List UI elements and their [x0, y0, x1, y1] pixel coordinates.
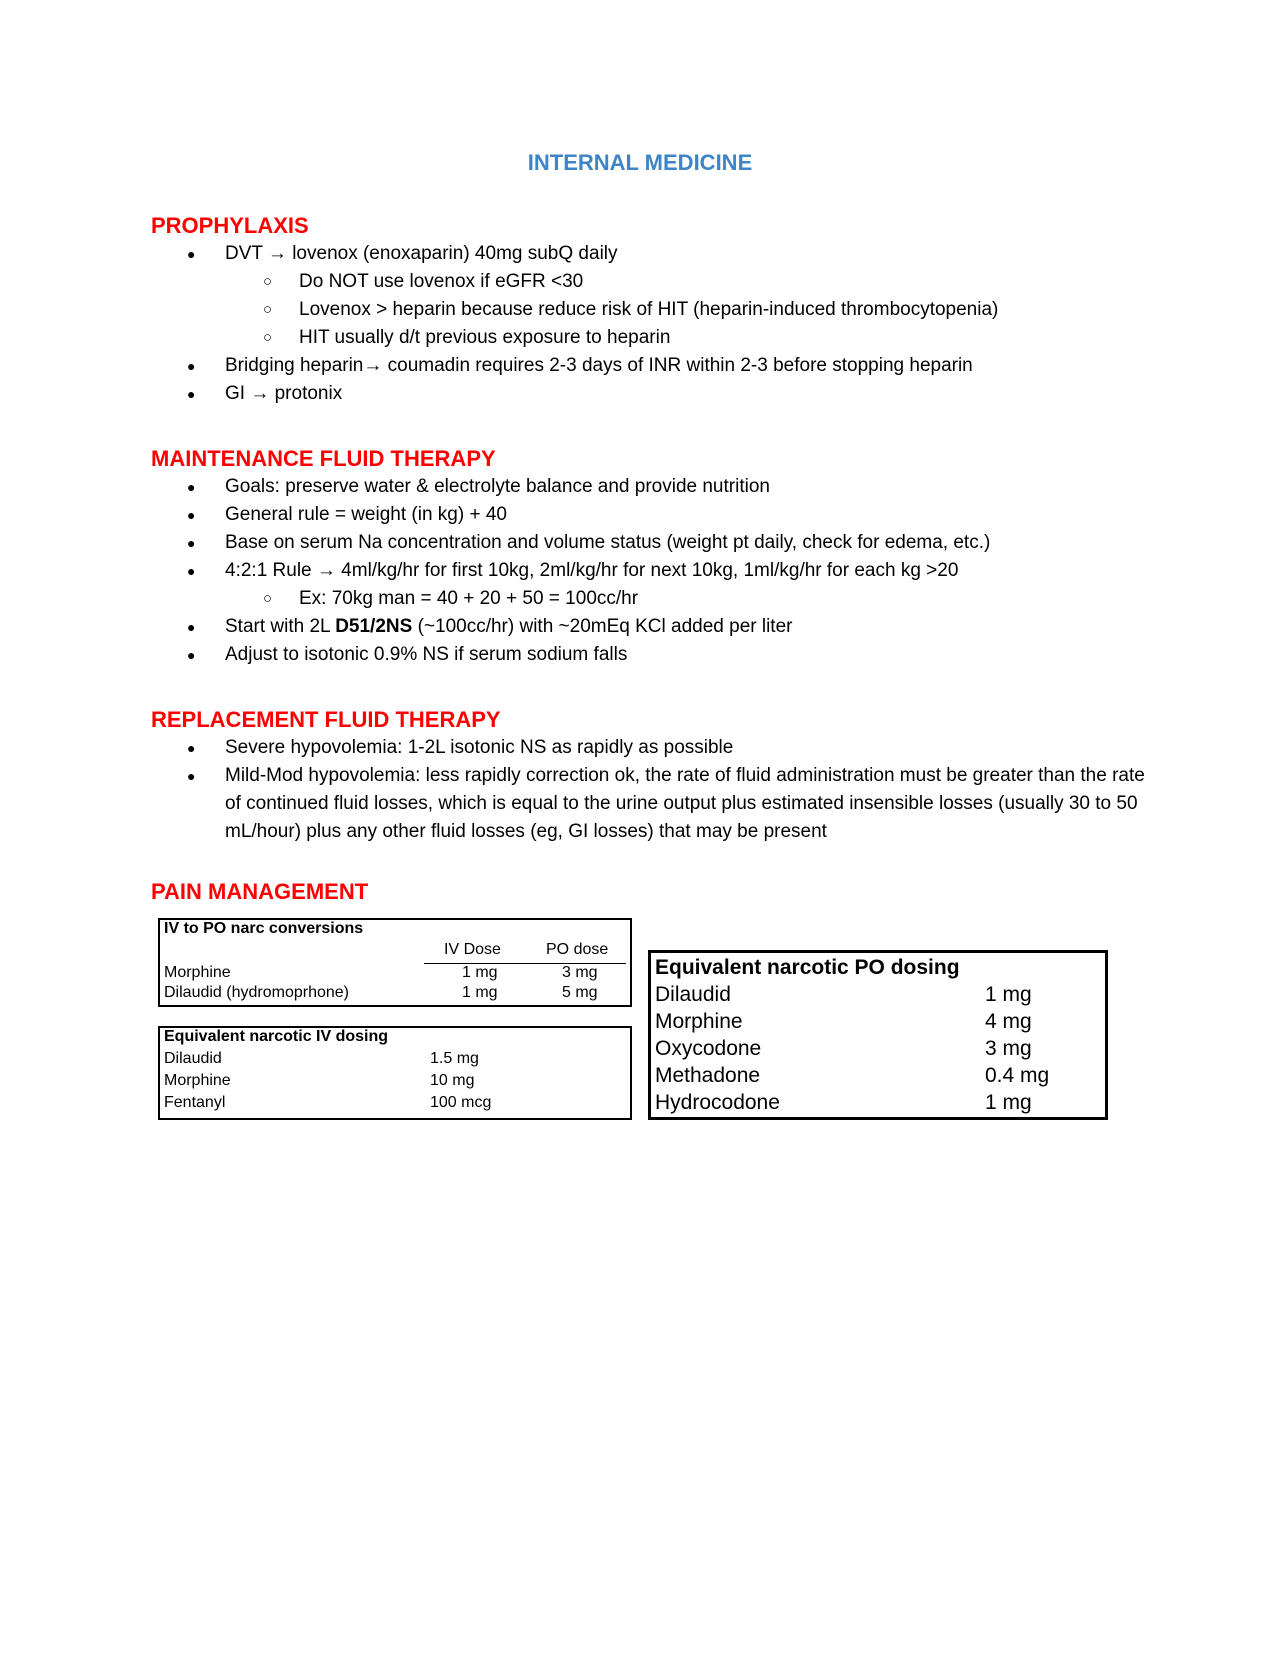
dose-value: 3 mg	[985, 1037, 1032, 1060]
text-run: Start with 2L	[225, 616, 336, 637]
drug-name: Oxycodone	[655, 1037, 762, 1060]
table-row	[655, 1064, 1095, 1092]
iv-to-po-conversion-table	[158, 918, 632, 1007]
sub-list-item: ○ Lovenox > heparin because reduce risk of HIT (heparin-induced thrombocytopenia)	[225, 296, 1151, 324]
dose-value: 10 mg	[430, 1072, 475, 1089]
section-maintenance-fluid	[151, 445, 1151, 669]
bullet-list	[151, 734, 1151, 846]
section-heading: PROPHYLAXIS	[151, 213, 309, 238]
section-heading: MAINTENANCE FLUID THERAPY	[151, 446, 496, 471]
sub-bullet-list	[225, 585, 1151, 613]
text-run: (~100cc/hr) with ~20mEq KCl added per liter	[412, 616, 793, 637]
table-title: Equivalent narcotic IV dosing	[164, 1028, 389, 1045]
dose-value: 1 mg	[985, 1091, 1032, 1114]
section-replacement-fluid	[151, 706, 1151, 846]
table-row	[164, 1072, 626, 1094]
drug-name: Morphine	[655, 1010, 743, 1033]
sub-list-item: ○ Do NOT use lovenox if eGFR <30	[225, 268, 1151, 296]
column-header-iv: IV Dose	[444, 941, 501, 958]
list-item-text: DVT → lovenox (enoxaparin) 40mg subQ daily	[225, 243, 618, 264]
bullet-list	[151, 240, 1151, 408]
iv-dosing-table	[158, 1026, 632, 1120]
column-header-po: PO dose	[546, 941, 609, 958]
po-dosing-table	[648, 950, 1108, 1120]
list-item: ● Adjust to isotonic 0.9% NS if serum sodium falls	[151, 641, 1151, 669]
drug-name: Fentanyl	[164, 1094, 226, 1111]
list-item: ● General rule = weight (in kg) + 40	[151, 501, 1151, 529]
sub-list-item: ○ HIT usually d/t previous exposure to heparin	[225, 324, 1151, 352]
section-prophylaxis	[151, 212, 1151, 408]
table-row	[655, 1091, 1095, 1119]
bullet-list	[151, 473, 1151, 669]
list-item: ● GI → protonix	[151, 380, 1151, 408]
list-item	[151, 613, 1151, 641]
table-title: IV to PO narc conversions	[164, 920, 364, 937]
dose-value: 100 mcg	[430, 1094, 492, 1111]
list-item: ● Base on serum Na concentration and volume status (weight pt daily, check for edema, etc.)	[151, 529, 1151, 557]
po-dose: 5 mg	[562, 984, 598, 1001]
iv-dose: 1 mg	[462, 964, 498, 981]
drug-name: Methadone	[655, 1064, 761, 1087]
drug-name: Dilaudid (hydromoprhone)	[164, 984, 349, 1001]
list-item	[151, 240, 1151, 352]
drug-name: Hydrocodone	[655, 1091, 780, 1114]
drug-name: Dilaudid	[164, 1050, 222, 1067]
list-item: ● Severe hypovolemia: 1-2L isotonic NS as rapidly as possible	[151, 734, 1151, 762]
drug-name: Morphine	[164, 964, 231, 981]
bold-text: D51/2NS	[335, 616, 413, 637]
page-title: INTERNAL MEDICINE	[527, 150, 753, 175]
sub-bullet-list	[225, 268, 1151, 352]
table-row	[164, 984, 626, 1006]
dose-value: 4 mg	[985, 1010, 1032, 1033]
po-dose: 3 mg	[562, 964, 598, 981]
table-row	[655, 983, 1095, 1011]
iv-dose: 1 mg	[462, 984, 498, 1001]
list-item: ● Mild-Mod hypovolemia: less rapidly correction ok, the rate of fluid administration must be greater than the rate of continued fluid losses, which is equal to the urine output plus estimated insensible losses (usually 30 to 50 mL/hour) plus any other fluid losses (eg, GI losses) that may be present	[151, 762, 1151, 846]
section-heading: REPLACEMENT FLUID THERAPY	[151, 707, 501, 732]
dose-value: 1.5 mg	[430, 1050, 479, 1067]
section-heading: PAIN MANAGEMENT	[151, 879, 369, 904]
drug-name: Morphine	[164, 1072, 231, 1089]
table-row	[164, 964, 626, 986]
table-row	[655, 1037, 1095, 1065]
table-row	[164, 1050, 626, 1072]
list-item: ● Bridging heparin→ coumadin requires 2-3 days of INR within 2-3 before stopping heparin	[151, 352, 1151, 380]
table-row	[164, 1094, 626, 1116]
table-row	[655, 1010, 1095, 1038]
dose-value: 0.4 mg	[985, 1064, 1050, 1087]
dose-value: 1 mg	[985, 983, 1032, 1006]
table-title: Equivalent narcotic PO dosing	[655, 956, 960, 979]
list-item-text: 4:2:1 Rule → 4ml/kg/hr for first 10kg, 2ml/kg/hr for next 10kg, 1ml/kg/hr for each kg >20	[225, 560, 959, 581]
section-pain-management	[151, 878, 1151, 906]
list-item	[151, 557, 1151, 613]
sub-list-item: ○ Ex: 70kg man = 40 + 20 + 50 = 100cc/hr	[225, 585, 1151, 613]
list-item: ● Goals: preserve water & electrolyte balance and provide nutrition	[151, 473, 1151, 501]
drug-name: Dilaudid	[655, 983, 731, 1006]
